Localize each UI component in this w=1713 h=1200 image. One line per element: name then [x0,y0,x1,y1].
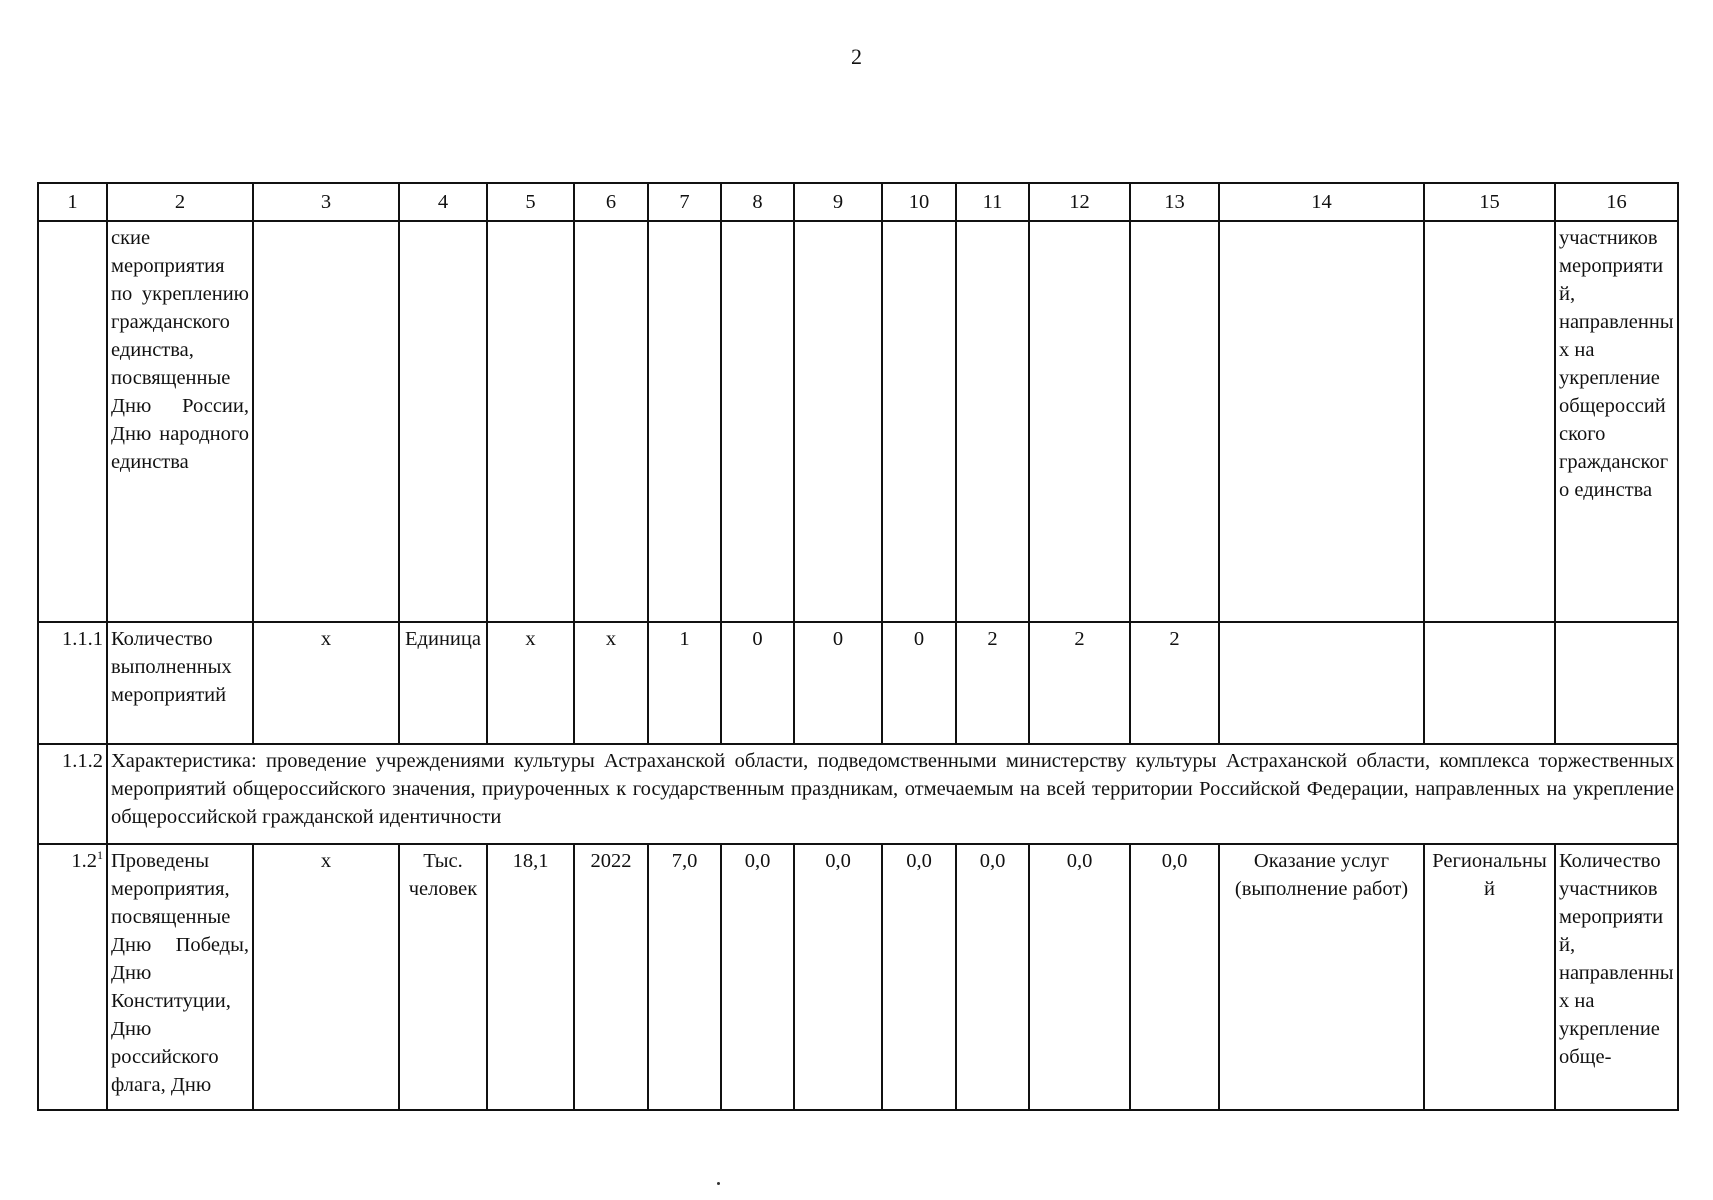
table-cell: 0,0 [1130,844,1219,1110]
data-table [37,182,1679,1111]
table-cell [487,221,574,622]
table-row-1-2 [38,844,1678,1110]
table-cell: 0,0 [956,844,1029,1110]
column-number: 2 [107,183,253,221]
table-row-continuation [38,221,1678,622]
table-cell: 1 [648,622,721,744]
footnote-mark: 1 [97,848,103,862]
table-cell [399,221,487,622]
table-cell [1130,221,1219,622]
table-cell [1219,622,1424,744]
column-number: 4 [399,183,487,221]
indicator-cell: участников мероприятий, направленных на укрепление общероссийского гражданского единства [1555,221,1678,622]
column-number: 15 [1424,183,1555,221]
table-cell: 0,0 [794,844,882,1110]
table-cell: 2022 [574,844,648,1110]
column-number: 6 [574,183,648,221]
event-name-cell: Количество выполненных мероприятий [107,622,253,744]
table-cell [882,221,956,622]
table-cell: 0 [882,622,956,744]
table-cell [1424,221,1555,622]
table-cell: 0,0 [882,844,956,1110]
column-number: 7 [648,183,721,221]
table-cell [1029,221,1130,622]
row-number [38,844,107,1110]
table-cell [253,221,399,622]
table-cell [794,221,882,622]
table-cell: 2 [1029,622,1130,744]
table-cell [38,221,107,622]
row-number-text: 1.2 [71,850,97,872]
table-cell [574,221,648,622]
column-number: 13 [1130,183,1219,221]
table-cell: 7,0 [648,844,721,1110]
table-cell: 2 [956,622,1029,744]
characteristic-cell: Характеристика: проведение учреждениями культуры Астраханской области, подведомственными министерству культуры Астраханской области, комплекса торжественных мероприятий общероссийского значения, приуроченных к государственным праздникам, отмечаемым на всей территории Российской Федерации, направленных на укрепление общероссийской гражданской идентичности [107,744,1678,844]
column-number: 3 [253,183,399,221]
service-type-cell: Оказание услуг (выполнение работ) [1219,844,1424,1110]
column-number: 9 [794,183,882,221]
table-cell [1555,622,1678,744]
unit-cell: Тыс. человек [399,844,487,1110]
column-number: 12 [1029,183,1130,221]
table-cell [648,221,721,622]
table-cell: х [253,844,399,1110]
column-number: 16 [1555,183,1678,221]
table-row-1-1-2 [38,744,1678,844]
table-cell: х [253,622,399,744]
row-number: 1.1.2 [38,744,107,844]
column-number: 8 [721,183,794,221]
event-name-cell: ские мероприятия по укреплению гражданского единства, посвященные Дню России, Дню народного единства [107,221,253,622]
table-cell [1219,221,1424,622]
table-cell: х [574,622,648,744]
table-cell [1424,622,1555,744]
unit-cell: Единица [399,622,487,744]
table-row-1-1-1 [38,622,1678,744]
table-cell [721,221,794,622]
table-cell: 0 [794,622,882,744]
scan-dot [717,1182,720,1185]
event-name-cell: Проведены мероприятия, посвященные Дню Победы, Дню Конституции, Дню российского флага, Дню [107,844,253,1110]
indicator-cell: Количество участников мероприятий, направленных на укрепление обще- [1555,844,1678,1110]
column-number: 5 [487,183,574,221]
row-number: 1.1.1 [38,622,107,744]
table-cell: х [487,622,574,744]
table-cell: 0 [721,622,794,744]
column-number: 10 [882,183,956,221]
table-cell [956,221,1029,622]
page-number: 2 [851,44,862,69]
level-cell: Региональный [1424,844,1555,1110]
column-number-row [38,183,1678,221]
column-number: 11 [956,183,1029,221]
table-cell: 18,1 [487,844,574,1110]
table-cell: 0,0 [1029,844,1130,1110]
column-number: 14 [1219,183,1424,221]
table-cell: 0,0 [721,844,794,1110]
column-number: 1 [38,183,107,221]
table-cell: 2 [1130,622,1219,744]
